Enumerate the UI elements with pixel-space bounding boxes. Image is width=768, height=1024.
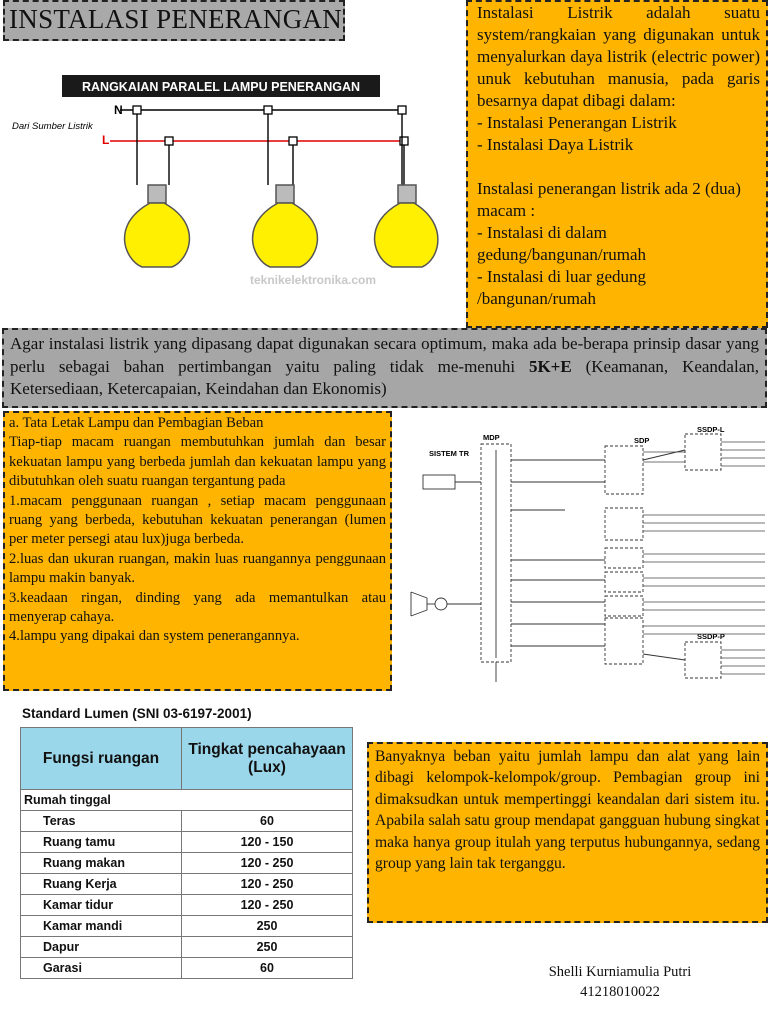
- layout-intro: Tiap-tiap macam ruangan membutuhkan jumlah dan besar kekuatan lampu yang berbeda jumlah dan kekuatan lampu yang dibutuhkan oleh suatu ruangan tergantung pada: [9, 434, 386, 490]
- intro-paragraph: Instalasi penerangan listrik ada 2 (dua) macam :: [477, 179, 741, 220]
- parallel-lamp-circuit-diagram: [0, 55, 440, 300]
- intro-box: [466, 0, 768, 328]
- source-label: Dari Sumber Listrik: [12, 121, 93, 132]
- table-row: Kamar tidur 120 - 250: [21, 895, 353, 916]
- line-label: L: [102, 133, 110, 147]
- ssdp-l-label: SSDP-L: [697, 425, 725, 434]
- layout-point: 4.lampu yang dipakai dan system penerangannya.: [9, 628, 300, 645]
- sdp-label: SDP: [634, 436, 650, 445]
- ssdp-p-label: SSDP-P: [697, 632, 725, 641]
- mdp-label: MDP: [483, 433, 500, 442]
- sistem-tr-label: SISTEM TR: [429, 449, 470, 458]
- author-id: 41218010022: [580, 984, 660, 1000]
- layout-point: 1.macam penggunaan ruangan , setiap macam penggunaan ruang yang berbeda, kebutuhan kekuatan penerangan (lumen per meter persegi atau lux)juga berbeda.: [9, 492, 386, 548]
- table-row: Ruang tamu 120 - 150: [21, 832, 353, 853]
- layout-point: 2.luas dan ukuran ruangan, makin luas ruangannya penggunaan lampu makin banyak.: [9, 550, 386, 587]
- column-header: Fungsi ruangan: [21, 728, 182, 790]
- table-row: Teras 60: [21, 811, 353, 832]
- group-row: Rumah tinggal: [21, 790, 353, 811]
- principle-highlight: 5K+E: [528, 356, 572, 376]
- distribution-single-line-diagram: [405, 420, 768, 695]
- lamp-layout-box: [3, 411, 392, 691]
- table-row: Ruang Kerja 120 - 250: [21, 874, 353, 895]
- neutral-label: N: [114, 103, 123, 117]
- author-name: Shelli Kurniamulia Putri: [548, 964, 692, 980]
- diagram-heading: RANGKAIAN PARALEL LAMPU PENERANGAN: [81, 80, 361, 94]
- bulb-icon: [125, 185, 190, 267]
- table-row: Garasi 60: [21, 958, 353, 979]
- page-title: INSTALASI PENERANGAN: [3, 0, 345, 41]
- intro-paragraph: Instalasi Listrik adalah suatu system/rangkaian yang digunakan untuk menyalurkan daya listrik (electric power) unuk kebutuhan manusia, pada garis besarnya dapat dibagi dalam:: [477, 3, 760, 110]
- intro-item: - Instalasi di luar gedung /bangunan/rumah: [477, 267, 647, 308]
- standard-title: Standard Lumen (SNI 03-6197-2001): [22, 706, 252, 721]
- layout-point: 3.keadaan ringan, dinding yang ada memantulkan atau menyerap cahaya.: [9, 589, 386, 626]
- layout-heading: a. Tata Letak Lampu dan Pembagian Beban: [9, 415, 264, 431]
- bulb-icon: [375, 185, 438, 267]
- table-row: Dapur 250: [21, 937, 353, 958]
- intro-item: - Instalasi di dalam gedung/bangunan/rumah: [477, 223, 647, 264]
- table-row: Ruang makan 120 - 250: [21, 853, 353, 874]
- intro-item: - Instalasi Daya Listrik: [477, 135, 634, 154]
- column-header: Tingkat pencahayaan (Lux): [182, 728, 353, 790]
- lux-standard-table: [20, 727, 353, 979]
- load-grouping-box: Banyaknya beban yaitu jumlah lampu dan alat yang lain dibagi kelompok-kelompok/group. Pembagian group ini dimaksudkan untuk mempertinggi keandalan dari sistem itu. Apabila salah satu group mendapat gangguan hubung singkat maka hanya group itulah yang terputus hubungannya, sedang group yang lain tak terganggu.: [367, 742, 768, 923]
- table-row: Kamar mandi 250: [21, 916, 353, 937]
- author-block: [520, 962, 720, 1002]
- bulb-icon: [253, 185, 318, 267]
- intro-item: - Instalasi Penerangan Listrik: [477, 113, 677, 132]
- watermark: teknikelektronika.com: [249, 273, 377, 287]
- principle-box: Agar instalasi listrik yang dipasang dapat digunakan secara optimum, maka ada be-berapa prinsip dasar yang perlu sebagai bahan pertimbangan yaitu paling tidak me-menuhi 5K+E (Keamanan, Keandalan, Ketersediaan, Ketercapaian, Keindahan dan Ekonomis): [2, 328, 767, 408]
